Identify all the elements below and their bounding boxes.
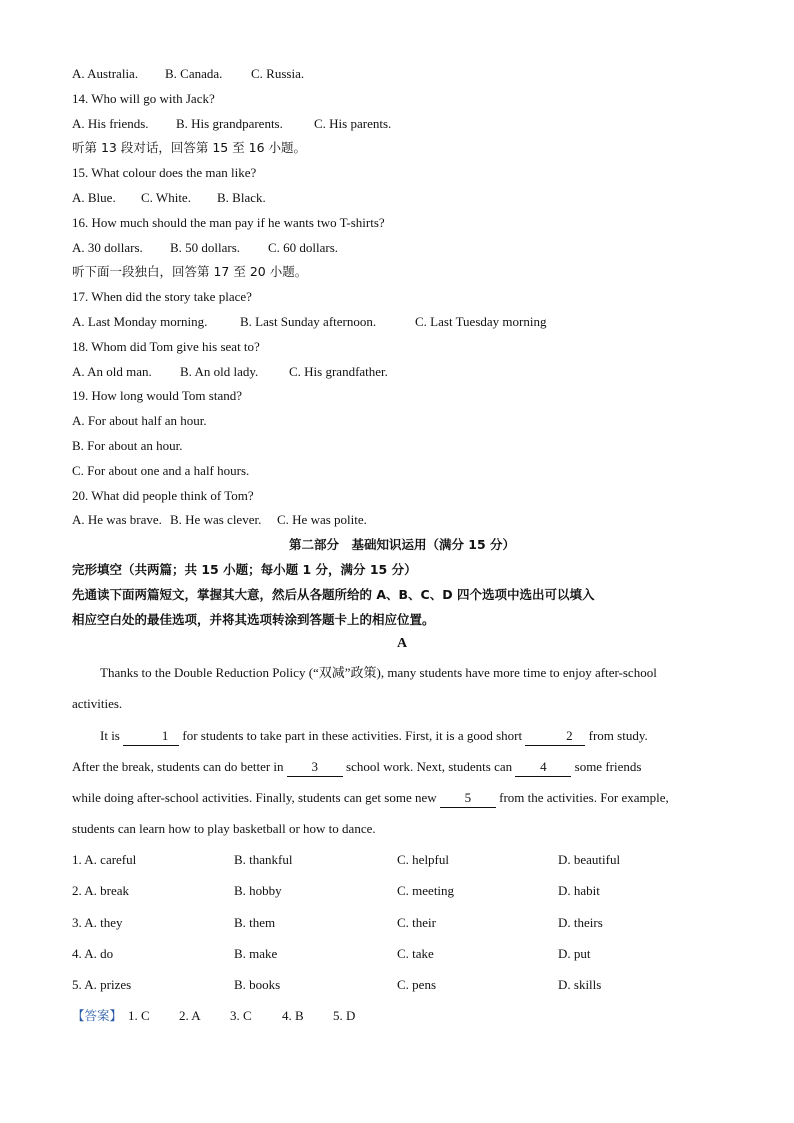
option: C. His parents. bbox=[314, 115, 392, 131]
q15-options bbox=[72, 186, 732, 211]
option: C. He was polite. bbox=[277, 512, 367, 528]
passage-line bbox=[72, 782, 732, 813]
option: A. Australia. bbox=[72, 66, 139, 81]
choice-row bbox=[72, 938, 732, 969]
choice: D. theirs bbox=[558, 914, 603, 930]
passage-text: some friends bbox=[574, 758, 642, 774]
choice-row bbox=[72, 844, 732, 875]
passage-text: school work. Next, students can bbox=[346, 758, 513, 774]
q17-options bbox=[72, 310, 732, 335]
choice: B. thankful bbox=[234, 852, 293, 868]
option: A. For about half an hour. bbox=[72, 413, 207, 429]
option: B. Black. bbox=[217, 189, 266, 205]
passage-line: Thanks to the Double Reduction Policy (“双减”政策), many students have more time to enjoy after-school bbox=[100, 665, 657, 681]
option: C. 60 dollars. bbox=[268, 239, 339, 255]
option: A. 30 dollars. bbox=[72, 239, 143, 255]
q13-options bbox=[72, 62, 732, 87]
choice: 5. A. prizes bbox=[72, 977, 132, 992]
choice: D. put bbox=[558, 945, 591, 961]
instruction-line: 先通读下面两篇短文，掌握其大意，然后从各题所给的 A、B、C、D 四个选项中选出可以填入 bbox=[72, 586, 595, 602]
option: C. Last Tuesday morning bbox=[415, 313, 547, 329]
option: A. An old man. bbox=[72, 363, 152, 379]
option: B. For about an hour. bbox=[72, 437, 183, 453]
section-title: 完形填空（共两篇；共 15 小题；每小题 1 分，满分 15 分） bbox=[72, 561, 417, 577]
blank-3: 3 bbox=[287, 758, 343, 777]
choice: C. meeting bbox=[397, 883, 455, 899]
choice: B. books bbox=[234, 977, 281, 992]
passage-line bbox=[72, 720, 732, 751]
option: A. Blue. bbox=[72, 189, 116, 205]
question-16: 16. How much should the man pay if he wants two T-shirts? bbox=[72, 214, 385, 230]
passage-text: while doing after-school activities. Finally, students can get some new bbox=[72, 789, 437, 805]
choice: 4. A. do bbox=[72, 945, 114, 961]
choice: C. take bbox=[397, 945, 434, 961]
part-title: 第二部分 基础知识运用（满分 15 分） bbox=[288, 537, 516, 553]
option: A. Last Monday morning. bbox=[72, 313, 208, 329]
q18-options bbox=[72, 360, 732, 385]
passage-line bbox=[72, 751, 732, 782]
blank-4: 4 bbox=[515, 758, 571, 777]
choice: C. helpful bbox=[397, 852, 449, 868]
option: B. An old lady. bbox=[180, 363, 259, 379]
choice-row bbox=[72, 907, 732, 938]
monologue-instruction: 听下面一段独白，回答第 17 至 20 小题。 bbox=[72, 264, 308, 280]
passage-line: activities. bbox=[72, 696, 123, 712]
blank-2: 2 bbox=[525, 727, 585, 746]
question-20: 20. What did people think of Tom? bbox=[72, 487, 254, 503]
question-14: 14. Who will go with Jack? bbox=[72, 90, 215, 106]
option: B. Last Sunday afternoon. bbox=[240, 313, 377, 329]
choice: B. them bbox=[234, 914, 276, 930]
answer-item: 5. D bbox=[333, 1008, 356, 1024]
blank-5: 5 bbox=[440, 789, 496, 808]
answer-item: 3. C bbox=[230, 1008, 252, 1024]
choice-row bbox=[72, 875, 732, 906]
choice: D. beautiful bbox=[558, 852, 621, 868]
option: C. Russia. bbox=[251, 66, 305, 81]
answer-item: 1. C bbox=[128, 1008, 150, 1024]
question-19: 19. How long would Tom stand? bbox=[72, 388, 243, 404]
question-15: 15. What colour does the man like? bbox=[72, 165, 257, 181]
question-17: 17. When did the story take place? bbox=[72, 289, 252, 305]
choice: B. make bbox=[234, 945, 278, 961]
option: B. His grandparents. bbox=[176, 115, 283, 131]
passage-text: After the break, students can do better in bbox=[72, 758, 284, 774]
option: B. Canada. bbox=[165, 66, 223, 81]
passage-line: students can learn how to play basketball or how to dance. bbox=[72, 821, 376, 837]
passage-label: A bbox=[396, 636, 408, 652]
instruction-line: 相应空白处的最佳选项，并将其选项转涂到答题卡上的相应位置。 bbox=[72, 611, 435, 627]
option: C. For about one and a half hours. bbox=[72, 462, 250, 478]
dialog-instruction: 听第 13 段对话，回答第 15 至 16 小题。 bbox=[72, 140, 307, 156]
answer-row bbox=[72, 1000, 732, 1031]
choice-row bbox=[72, 969, 732, 1000]
choice: C. pens bbox=[397, 977, 436, 992]
choice: B. hobby bbox=[234, 883, 282, 899]
option: C. White. bbox=[141, 189, 191, 205]
answer-item: 4. B bbox=[282, 1008, 304, 1024]
choice: D. skills bbox=[558, 977, 602, 992]
choice: 3. A. they bbox=[72, 914, 123, 930]
passage-text: for students to take part in these activities. First, it is a good short bbox=[182, 727, 523, 743]
option: A. He was brave. bbox=[72, 512, 162, 528]
passage-text: from the activities. For example, bbox=[499, 789, 669, 805]
exam-page bbox=[72, 62, 732, 1031]
answer-label: 【答案】 bbox=[72, 1008, 123, 1024]
q20-options bbox=[72, 508, 732, 533]
answer-item: 2. A bbox=[179, 1008, 201, 1024]
option: B. 50 dollars. bbox=[170, 239, 241, 255]
blank-1: 1 bbox=[123, 727, 179, 746]
choice: 1. A. careful bbox=[72, 852, 137, 868]
question-18: 18. Whom did Tom give his seat to? bbox=[72, 338, 260, 354]
q16-options bbox=[72, 236, 732, 261]
passage-text: from study. bbox=[588, 727, 648, 743]
choice: C. their bbox=[397, 914, 436, 930]
choice: 2. A. break bbox=[72, 883, 130, 899]
option: C. His grandfather. bbox=[289, 363, 388, 379]
option: A. His friends. bbox=[72, 115, 149, 131]
passage-text: It is bbox=[100, 727, 120, 743]
q14-options bbox=[72, 112, 732, 137]
choice: D. habit bbox=[558, 883, 600, 899]
option: B. He was clever. bbox=[170, 512, 262, 528]
